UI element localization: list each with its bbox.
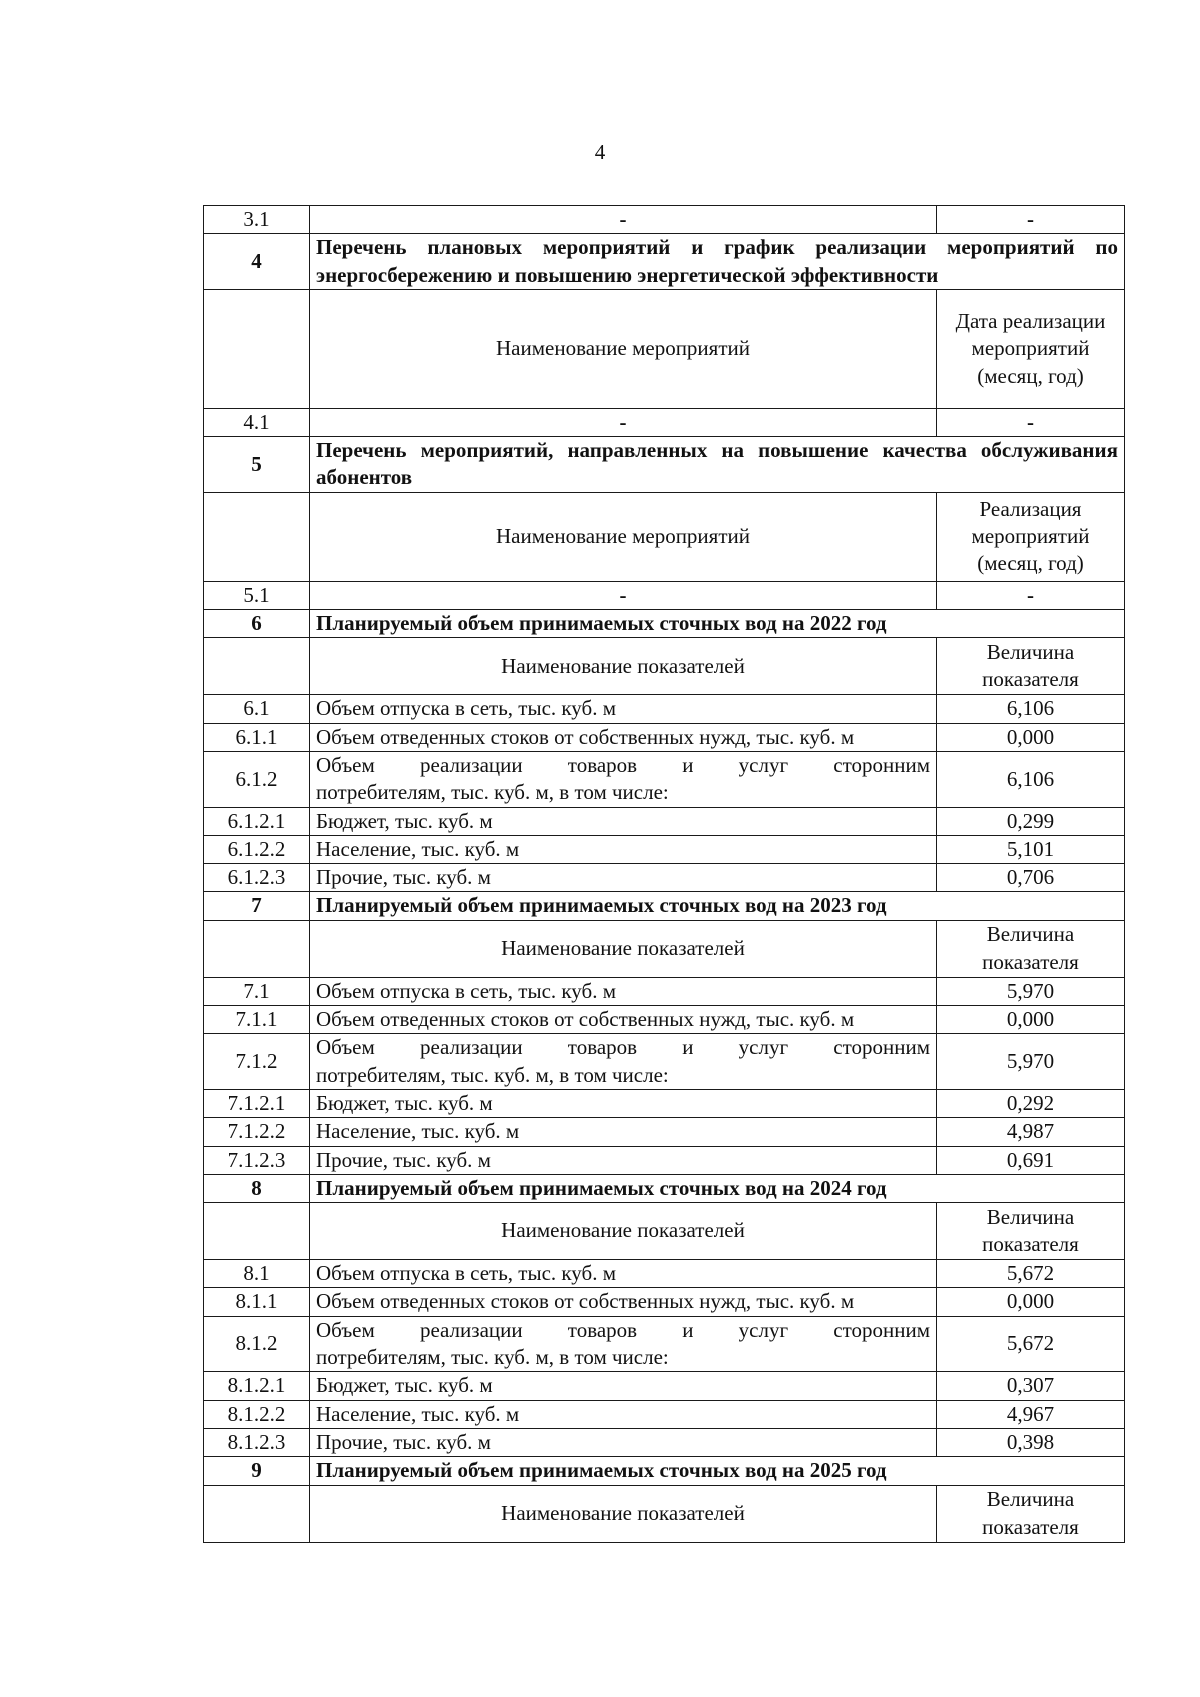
table-row	[204, 408, 1125, 436]
row-number: 6.1.2.2	[204, 835, 310, 863]
section-row	[204, 437, 1125, 493]
row-name-line1: Объем реализации товаров и услуг сторонним	[316, 1317, 930, 1342]
row-number: 8.1.1	[204, 1288, 310, 1316]
section-number: 5	[204, 437, 310, 493]
row-value: 0,307	[937, 1372, 1125, 1400]
table-row	[204, 835, 1125, 863]
row-name: Население, тыс. куб. м	[310, 835, 937, 863]
row-value: 5,672	[937, 1260, 1125, 1288]
header-row	[204, 492, 1125, 581]
row-number: 8.1.2.2	[204, 1400, 310, 1428]
row-name: Бюджет, тыс. куб. м	[310, 1089, 937, 1117]
row-value: 4,967	[937, 1400, 1125, 1428]
header-value: Величина показателя	[937, 1203, 1125, 1260]
row-number: 7.1.2.3	[204, 1146, 310, 1174]
row-name: Население, тыс. куб. м	[310, 1118, 937, 1146]
header-blank	[204, 638, 310, 695]
table-row	[204, 1006, 1125, 1034]
section-number: 8	[204, 1174, 310, 1202]
row-name: Объем отведенных стоков от собственных нужд, тыс. куб. м	[310, 1288, 937, 1316]
table-row	[204, 1146, 1125, 1174]
row-value: 0,706	[937, 864, 1125, 892]
table-row	[204, 1118, 1125, 1146]
header-row	[204, 289, 1125, 408]
row-value: 0,398	[937, 1428, 1125, 1456]
row-name: Объем отпуска в сеть, тыс. куб. м	[310, 695, 937, 723]
section-number: 4	[204, 234, 310, 290]
row-name-line2: потребителям, тыс. куб. м, в том числе:	[316, 780, 669, 805]
row-number: 7.1.2.2	[204, 1118, 310, 1146]
section-number: 6	[204, 610, 310, 638]
table-row	[204, 1428, 1125, 1456]
row-number: 7.1.2	[204, 1034, 310, 1090]
row-name-line2: потребителям, тыс. куб. м, в том числе:	[316, 1345, 669, 1370]
section-title: Планируемый объем принимаемых сточных вод на 2025 год	[310, 1457, 1125, 1485]
row-value: 0,299	[937, 807, 1125, 835]
section-number: 7	[204, 892, 310, 920]
table-row	[204, 1288, 1125, 1316]
table-row	[204, 1260, 1125, 1288]
row-name: -	[310, 581, 937, 609]
table-row	[204, 977, 1125, 1005]
row-name-line1: Объем реализации товаров и услуг сторонним	[316, 1035, 930, 1060]
header-name: Наименование показателей	[310, 638, 937, 695]
table-row	[204, 723, 1125, 751]
row-value: 5,101	[937, 835, 1125, 863]
row-number: 6.1	[204, 695, 310, 723]
table-row	[204, 1316, 1125, 1372]
row-number: 3.1	[204, 206, 310, 234]
row-name: Бюджет, тыс. куб. м	[310, 1372, 937, 1400]
row-name: Объем отведенных стоков от собственных нужд, тыс. куб. м	[310, 723, 937, 751]
row-number: 7.1.1	[204, 1006, 310, 1034]
row-name: Бюджет, тыс. куб. м	[310, 807, 937, 835]
row-value: -	[937, 581, 1125, 609]
page-number: 4	[594, 140, 606, 164]
row-number: 6.1.1	[204, 723, 310, 751]
row-number: 8.1	[204, 1260, 310, 1288]
header-blank	[204, 920, 310, 977]
table-row	[204, 1034, 1125, 1090]
header-blank	[204, 289, 310, 408]
row-value: -	[937, 408, 1125, 436]
row-name: Объем отпуска в сеть, тыс. куб. м	[310, 977, 937, 1005]
row-value: 4,987	[937, 1118, 1125, 1146]
row-number: 8.1.2	[204, 1316, 310, 1372]
row-number: 7.1.2.1	[204, 1089, 310, 1117]
header-name: Наименование показателей	[310, 1485, 937, 1542]
row-value: -	[937, 206, 1125, 234]
row-name	[310, 1316, 937, 1372]
row-name-line2: потребителям, тыс. куб. м, в том числе:	[316, 1062, 669, 1087]
header-value: Реализация мероприятий (месяц, год)	[937, 492, 1125, 581]
header-row	[204, 1485, 1125, 1542]
row-name-line1: Объем реализации товаров и услуг сторонним	[316, 752, 930, 777]
header-row	[204, 920, 1125, 977]
table-row	[204, 807, 1125, 835]
row-value: 6,106	[937, 695, 1125, 723]
row-number: 8.1.2.3	[204, 1428, 310, 1456]
row-number: 6.1.2.1	[204, 807, 310, 835]
row-number: 6.1.2	[204, 751, 310, 807]
table-row	[204, 864, 1125, 892]
row-value: 5,970	[937, 977, 1125, 1005]
section-title: Планируемый объем принимаемых сточных вод на 2023 год	[310, 892, 1125, 920]
row-value: 0,000	[937, 1006, 1125, 1034]
row-value: 0,000	[937, 723, 1125, 751]
section-row	[204, 234, 1125, 290]
table-row	[204, 695, 1125, 723]
header-value: Величина показателя	[937, 638, 1125, 695]
table-row	[204, 1400, 1125, 1428]
header-blank	[204, 1485, 310, 1542]
row-name: Объем отпуска в сеть, тыс. куб. м	[310, 1260, 937, 1288]
header-row	[204, 638, 1125, 695]
row-name: -	[310, 408, 937, 436]
header-name: Наименование показателей	[310, 1203, 937, 1260]
row-name: Население, тыс. куб. м	[310, 1400, 937, 1428]
section-title: Планируемый объем принимаемых сточных вод на 2022 год	[310, 610, 1125, 638]
row-name: Прочие, тыс. куб. м	[310, 1146, 937, 1174]
header-value: Дата реализации мероприятий (месяц, год)	[937, 289, 1125, 408]
header-name: Наименование мероприятий	[310, 492, 937, 581]
table-row	[204, 581, 1125, 609]
header-blank	[204, 1203, 310, 1260]
row-name: Прочие, тыс. куб. м	[310, 1428, 937, 1456]
row-number: 7.1	[204, 977, 310, 1005]
section-title: Перечень плановых мероприятий и график реализации мероприятий по энергосбережению и повышению энергетической эффективности	[310, 234, 1125, 290]
row-number: 4.1	[204, 408, 310, 436]
section-row	[204, 1174, 1125, 1202]
row-value: 0,000	[937, 1288, 1125, 1316]
table-row	[204, 751, 1125, 807]
row-name: Объем отведенных стоков от собственных нужд, тыс. куб. м	[310, 1006, 937, 1034]
row-value: 5,672	[937, 1316, 1125, 1372]
row-value: 0,691	[937, 1146, 1125, 1174]
row-name: -	[310, 206, 937, 234]
row-value: 5,970	[937, 1034, 1125, 1090]
section-title: Планируемый объем принимаемых сточных вод на 2024 год	[310, 1174, 1125, 1202]
table-row	[204, 1089, 1125, 1117]
section-number: 9	[204, 1457, 310, 1485]
row-name	[310, 751, 937, 807]
measures-table	[203, 205, 1125, 1543]
header-value: Величина показателя	[937, 1485, 1125, 1542]
table-row	[204, 1372, 1125, 1400]
table-row	[204, 206, 1125, 234]
section-row	[204, 892, 1125, 920]
row-value: 0,292	[937, 1089, 1125, 1117]
row-number: 5.1	[204, 581, 310, 609]
section-row	[204, 610, 1125, 638]
header-name: Наименование показателей	[310, 920, 937, 977]
section-title: Перечень мероприятий, направленных на повышение качества обслуживания абонентов	[310, 437, 1125, 493]
header-blank	[204, 492, 310, 581]
row-value: 6,106	[937, 751, 1125, 807]
header-name: Наименование мероприятий	[310, 289, 937, 408]
row-number: 8.1.2.1	[204, 1372, 310, 1400]
row-number: 6.1.2.3	[204, 864, 310, 892]
header-value: Величина показателя	[937, 920, 1125, 977]
row-name	[310, 1034, 937, 1090]
section-row	[204, 1457, 1125, 1485]
header-row	[204, 1203, 1125, 1260]
row-name: Прочие, тыс. куб. м	[310, 864, 937, 892]
